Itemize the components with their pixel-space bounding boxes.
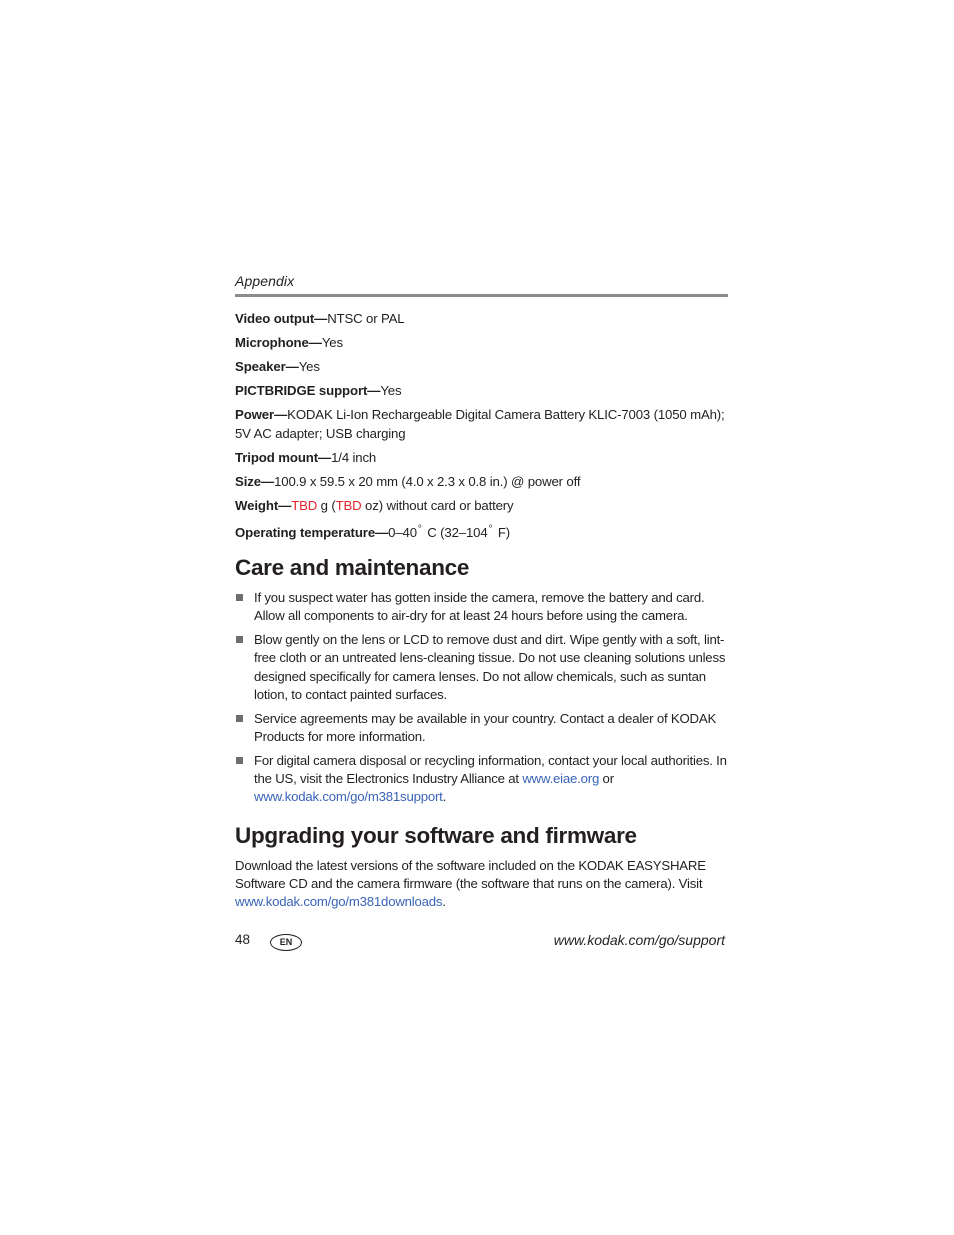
language-badge-icon: EN xyxy=(270,934,302,951)
temp-celsius-range: 0–40 xyxy=(388,524,417,540)
page-number: 48 xyxy=(235,932,251,947)
kodak-downloads-link[interactable]: www.kodak.com/go/m381downloads xyxy=(235,894,443,910)
spec-value: Yes xyxy=(380,383,402,398)
spec-label: Operating temperature— xyxy=(235,524,389,540)
degree-symbol: ° xyxy=(417,523,422,535)
list-item-text: Blow gently on the lens or LCD to remove dust and dirt. Wipe gently with a soft, lint-free cloth or an untreated lens-cleaning tissue. Do not use cleaning solutions unless designed specifically for camera lenses. Do not allow chemicals, such as suntan lotion, to contact painted surfaces. xyxy=(254,632,726,702)
list-item-text: For digital camera disposal or recycling information, contact your local authorities. In the US, visit the Electronics Industry Alliance at xyxy=(254,752,727,787)
weight-unit: g ( xyxy=(317,497,336,513)
spec-label: Tripod mount— xyxy=(235,449,332,465)
degree-symbol: ° xyxy=(488,523,493,535)
upgrade-paragraph xyxy=(235,857,728,912)
upgrade-text-end: . xyxy=(442,894,446,910)
spec-value: 100.9 x 59.5 x 20 mm (4.0 x 2.3 x 0.8 in.) @ power off xyxy=(274,473,581,489)
spec-value: NTSC or PAL xyxy=(327,311,405,326)
spec-label: Power— xyxy=(235,407,288,422)
spec-label: Speaker— xyxy=(235,359,299,374)
spec-label: Video output— xyxy=(235,311,328,326)
spec-value: KODAK Li-Ion Rechargeable Digital Camera Battery KLIC-7003 (1050 mAh); 5V AC adapter; USB charging xyxy=(235,407,725,441)
list-item-text: Service agreements may be available in your country. Contact a dealer of KODAK Products for more information. xyxy=(254,710,717,745)
spec-value: 1/4 inch xyxy=(331,449,377,465)
square-bullet-icon xyxy=(236,757,243,764)
care-heading: Care and maintenance xyxy=(235,555,470,580)
upgrade-heading: Upgrading your software and firmware xyxy=(235,822,637,848)
header-rule xyxy=(235,294,728,297)
footer-url: www.kodak.com/go/support xyxy=(553,932,725,948)
spec-tripod xyxy=(235,449,728,468)
list-item-text: or xyxy=(599,771,614,787)
page-content xyxy=(235,270,728,912)
list-item xyxy=(235,589,728,626)
spec-value: Yes xyxy=(298,359,320,374)
list-item-text: If you suspect water has gotten inside the camera, remove the battery and card. Allow all components to air-dry for at least 24 hours before using the camera. xyxy=(254,590,705,624)
kodak-support-link[interactable]: www.kodak.com/go/m381support xyxy=(254,789,443,805)
spec-operating-temperature xyxy=(235,521,728,543)
square-bullet-icon xyxy=(236,594,243,601)
spec-value: Yes xyxy=(321,335,343,350)
square-bullet-icon xyxy=(236,715,243,722)
tbd-ounces: TBD xyxy=(335,497,362,513)
spec-speaker xyxy=(235,358,728,377)
eiae-link[interactable]: www.eiae.org xyxy=(522,771,600,787)
spec-power xyxy=(235,406,728,443)
upgrade-text: Download the latest versions of the software included on the KODAK EASYSHARE Software CD and the camera firmware (the software that runs on the camera). Visit xyxy=(235,857,706,892)
running-head: Appendix xyxy=(235,273,295,289)
spec-weight xyxy=(235,497,728,516)
page-footer xyxy=(235,930,725,954)
spec-label: Microphone— xyxy=(235,335,322,350)
spec-size xyxy=(235,473,728,492)
weight-rest: oz) without card or battery xyxy=(361,497,514,513)
spec-video-output xyxy=(235,310,728,329)
spec-label: Weight— xyxy=(235,497,292,513)
list-item xyxy=(235,631,728,704)
spec-label: Size— xyxy=(235,473,275,489)
care-list xyxy=(235,589,728,807)
list-item xyxy=(235,752,728,807)
spec-label: PICTBRIDGE support— xyxy=(235,383,381,398)
temp-fahrenheit-unit: F) xyxy=(497,524,511,540)
tbd-grams: TBD xyxy=(291,497,318,513)
list-item-text: . xyxy=(442,789,447,805)
square-bullet-icon xyxy=(236,636,243,643)
spec-microphone xyxy=(235,334,728,353)
list-item xyxy=(235,710,728,747)
temp-fahrenheit-range: C (32–104 xyxy=(427,524,488,540)
spec-pictbridge xyxy=(235,382,728,401)
